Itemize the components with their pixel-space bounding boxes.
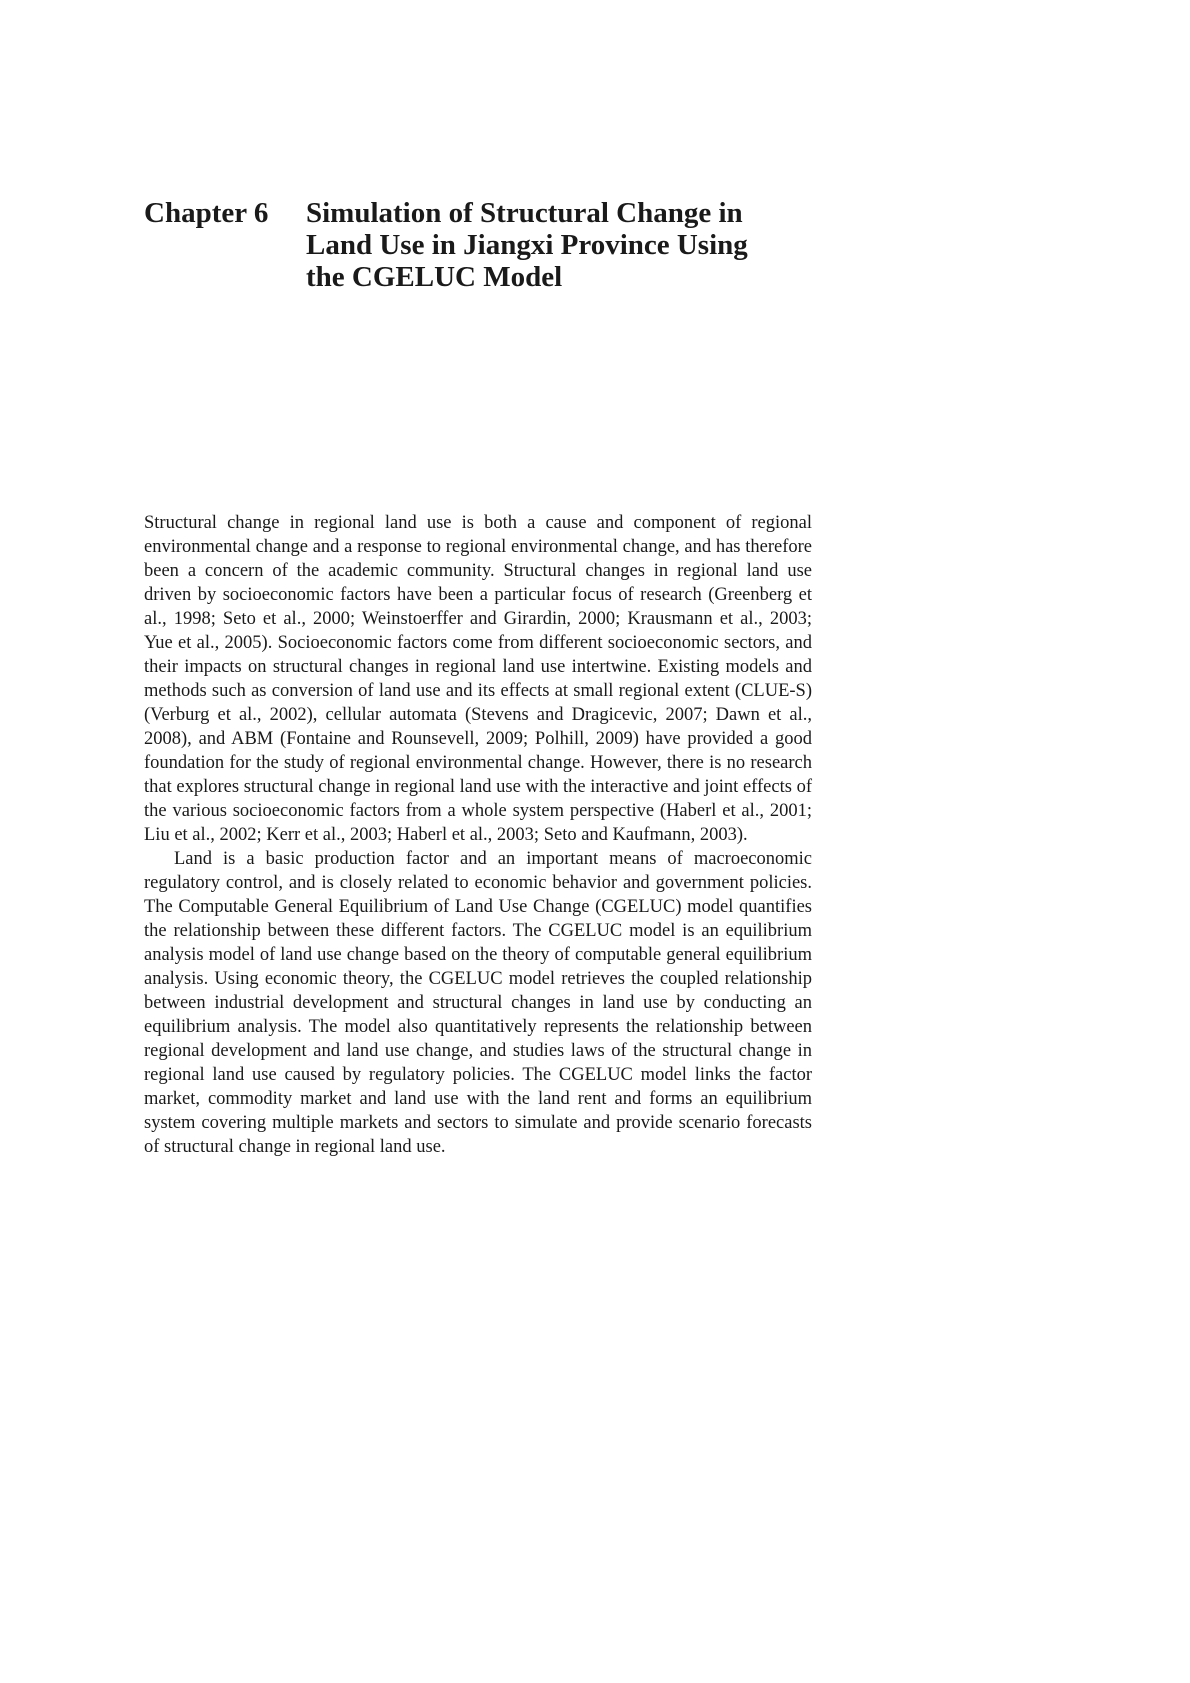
chapter-title (306, 197, 824, 293)
paragraph: Land is a basic production factor and an important means of macroeconomic regulatory control, and is closely related to economic behavior and government policies. The Computable General Equilibrium of Land Use Change (CGELUC) model quantifies the relationship between these different factors. The CGELUC model is an equilibrium analysis model of land use change based on the theory of computable general equilibrium analysis. Using economic theory, the CGELUC model retrieves the coupled relationship between industrial development and structural changes in land use by conducting an equilibrium analysis. The model also quantitatively represents the relationship between regional development and land use change, and studies laws of the structural change in regional land use caused by regulatory policies. The CGELUC model links the factor market, commodity market and land use with the land rent and forms an equilibrium system covering multiple markets and sectors to simulate and provide scenario forecasts of structural change in regional land use. (144, 849, 812, 1157)
chapter-title-line: the CGELUC Model (306, 261, 563, 293)
paragraph: Structural change in regional land use is both a cause and component of regional environmental change and a response to regional environmental change, and has therefore been a concern of the academic community. Structural changes in regional land use driven by socioeconomic factors have been a particular focus of research (Greenberg et al., 1998; Seto et al., 2000; Weinstoerffer and Girardin, 2000; Krausmann et al., 2003; Yue et al., 2005). Socioeconomic factors come from different socioeconomic sectors, and their impacts on structural changes in regional land use intertwine. Existing models and methods such as conversion of land use and its effects at small regional extent (CLUE-S) (Verburg et al., 2002), cellular automata (Stevens and Dragicevic, 2007; Dawn et al., 2008), and ABM (Fontaine and Rounsevell, 2009; Polhill, 2009) have provided a good foundation for the study of regional environmental change. However, there is no research that explores structural change in regional land use with the interactive and joint effects of the various socioeconomic factors from a whole system perspective (Haberl et al., 2001; Liu et al., 2002; Kerr et al., 2003; Haberl et al., 2003; Seto and Kaufmann, 2003). (144, 513, 812, 845)
chapter-title-line: Simulation of Structural Change in (306, 197, 743, 229)
chapter-heading (144, 197, 824, 293)
chapter-label: Chapter 6 (144, 197, 269, 229)
chapter-title-line: Land Use in Jiangxi Province Using (306, 229, 748, 261)
body-text (144, 511, 812, 1159)
